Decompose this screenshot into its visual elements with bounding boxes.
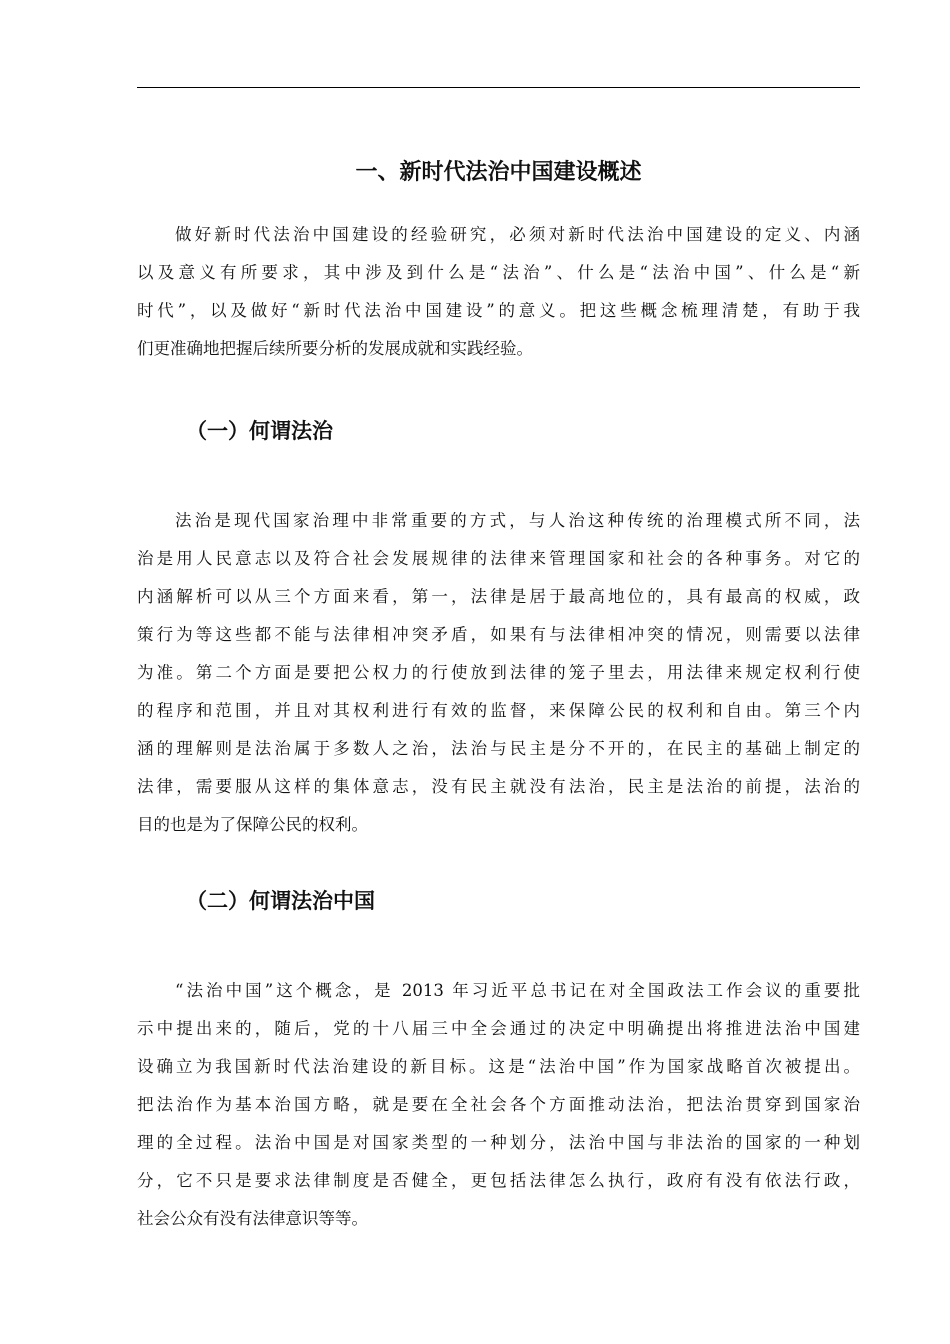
intro-line-2: 以及意义有所要求，其中涉及到什么是“法治”、什么是“法治中国”、什么是“新 (137, 263, 860, 282)
section1-line-9: 目的也是为了保障公民的权利。 (137, 815, 368, 834)
section1-paragraph (137, 502, 860, 844)
section2-line-4: 把法治作为基本治国方略，就是要在全社会各个方面推动法治，把法治贯穿到国家治 (137, 1095, 860, 1114)
section2-line-5: 理的全过程。法治中国是对国家类型的一种划分，法治中国与非法治的国家的一种划 (137, 1133, 860, 1152)
section2-line-7: 社会公众有没有法律意识等等。 (137, 1209, 368, 1228)
section1-line-4: 策行为等这些都不能与法律相冲突矛盾，如果有与法律相冲突的情况，则需要以法律 (137, 625, 860, 644)
section1-line-2: 治是用人民意志以及符合社会发展规律的法律来管理国家和社会的各种事务。对它的 (137, 549, 860, 568)
section2-line-3: 设确立为我国新时代法治建设的新目标。这是“法治中国”作为国家战略首次被提出。 (137, 1057, 860, 1076)
intro-line-4: 们更准确地把握后续所要分析的发展成就和实践经验。 (137, 339, 533, 358)
intro-paragraph (137, 216, 860, 368)
section2-line-6: 分，它不只是要求法律制度是否健全，更包括法律怎么执行，政府有没有依法行政， (137, 1171, 860, 1190)
chapter-title: 一、新时代法治中国建设概述 (355, 160, 642, 185)
intro-line-3: 时代”，以及做好“新时代法治中国建设”的意义。把这些概念梳理清楚，有助于我 (137, 301, 860, 320)
section2-line-2: 示中提出来的，随后，党的十八届三中全会通过的决定中明确提出将推进法治中国建 (137, 1019, 860, 1038)
section2-paragraph (137, 972, 860, 1238)
section1-line-6: 的程序和范围，并且对其权利进行有效的监督，来保障公民的权利和自由。第三个内 (137, 701, 860, 720)
header-rule (137, 87, 860, 88)
section1-line-8: 法律，需要服从这样的集体意志，没有民主就没有法治，民主是法治的前提，法治的 (137, 777, 860, 796)
section1-line-5: 为准。第二个方面是要把公权力的行使放到法律的笼子里去，用法律来规定权利行使 (137, 663, 860, 682)
section2-line-1: “法治中国”这个概念，是 2013 年习近平总书记在对全国政法工作会议的重要批 (175, 981, 860, 1000)
section1-line-3: 内涵解析可以从三个方面来看，第一，法律是居于最高地位的，具有最高的权威，政 (137, 587, 860, 606)
section1-heading: （一）何谓法治 (186, 419, 333, 443)
section2-heading: （二）何谓法治中国 (186, 889, 375, 913)
intro-line-1: 做好新时代法治中国建设的经验研究，必须对新时代法治中国建设的定义、内涵 (175, 225, 860, 244)
section1-line-7: 涵的理解则是法治属于多数人之治，法治与民主是分不开的，在民主的基础上制定的 (137, 739, 860, 758)
section1-line-1: 法治是现代国家治理中非常重要的方式，与人治这种传统的治理模式所不同，法 (175, 511, 860, 530)
